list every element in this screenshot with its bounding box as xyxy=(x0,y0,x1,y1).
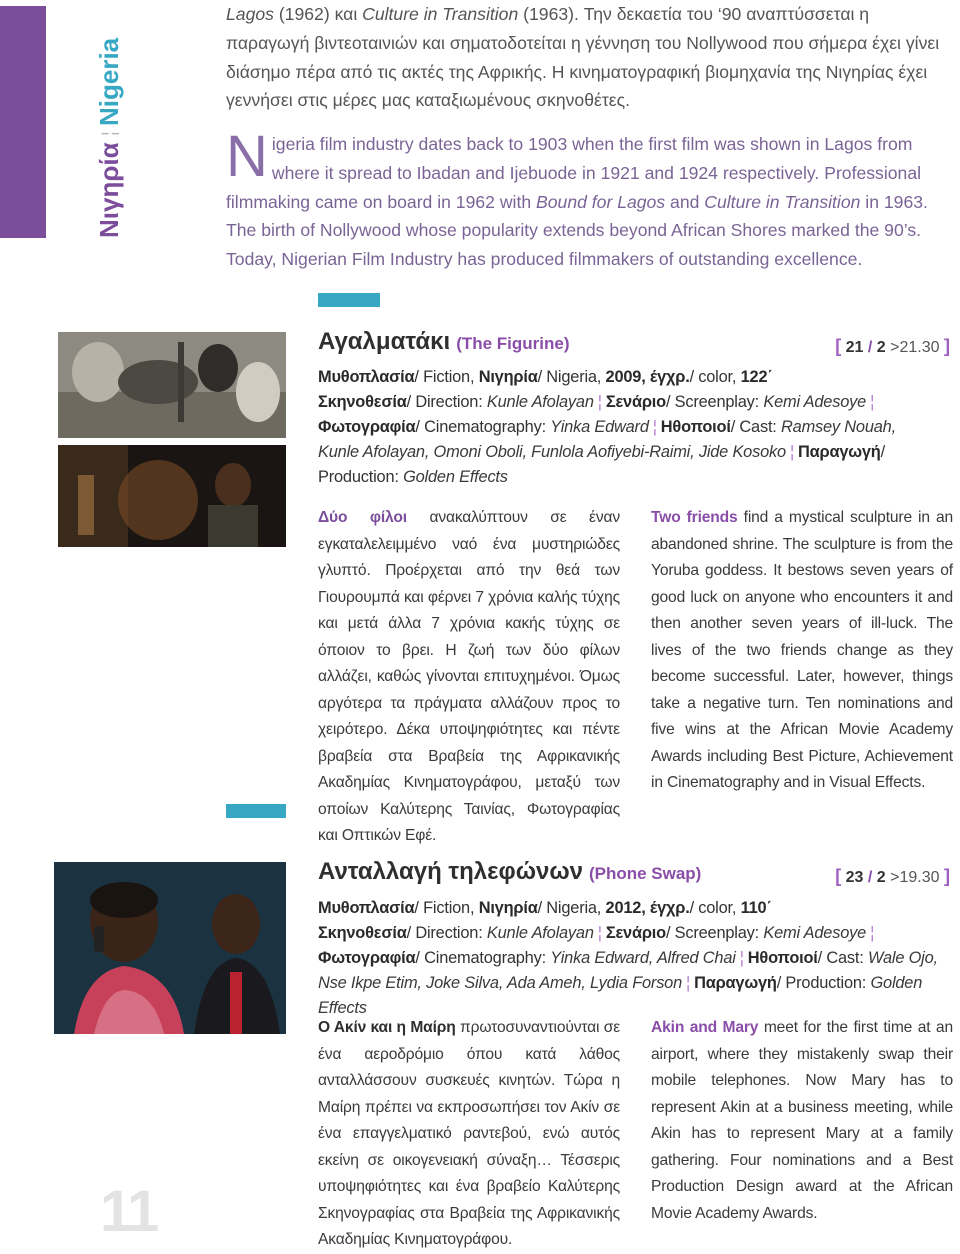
country-english: / Nigeria, xyxy=(537,899,606,917)
pipe-separator: ¦ xyxy=(686,974,691,992)
film-1-still-1 xyxy=(58,332,286,438)
intro-greek-paragraph xyxy=(226,0,954,115)
film-1-title xyxy=(318,328,570,356)
cinematography-label-greek: Φωτογραφία xyxy=(318,949,416,967)
color-greek: , έγχρ. xyxy=(641,899,690,917)
year: 2012 xyxy=(605,899,642,917)
cast-label-english: / Cast: xyxy=(817,949,868,967)
intro-greek-text-2: (1963). Την δεκαετία του ‘90 αναπτύσσεται η παραγωγή βιντεοταινιών και σηματοδοτείται η γέννηση του Nollywood που σήμερα έχει γίνει διάσημο πέρα από τις ακτές της Αφρικής. Η κινηματογραφική βιομηχανία της Νιγηρίας έχει γεννήσει στις μέρες μας καταξιωμένους σκηνοθέτες. xyxy=(226,4,940,111)
accent-bar-top xyxy=(318,293,380,307)
page-number: 11 xyxy=(100,1179,158,1244)
film-1-screening xyxy=(760,336,950,357)
screening-time: 21.30 xyxy=(899,339,940,356)
country-greek: Νιγηρία xyxy=(478,368,538,386)
pipe-separator: ¦ xyxy=(789,443,794,461)
intro-greek-film-1: Lagos xyxy=(226,4,274,24)
color-english: / color, xyxy=(689,368,741,386)
figurine-still-crowd-image xyxy=(58,332,286,438)
synopsis-greek-text: πρωτοσυναντιούνται σε ένα αεροδρόμιο όπου κατά λάθος ανταλλάσσουν συσκευές κινητών. Τώρα η Μαίρη πρέπει να εκπροσωπήσει τον Ακίν σε ένα επαγγελματικό ραντεβού, ενώ αυτός εκείνη σε οικογενειακή σύναξη… Τέσσερις υποψηφιότητες και ένα βραβείο Καλύτερης Σκηνογραφίας στα Βραβεία της Αφρικανικής Ακαδημίας Κινηματογράφου. xyxy=(318,1019,620,1248)
director-name: Kunle Afolayan xyxy=(486,924,594,942)
film-2-synopsis-greek xyxy=(318,1015,620,1254)
cast-label-greek: Ηθοποιοί xyxy=(660,418,731,436)
synopsis-english-text: meet for the first time at an airport, where they mistakenly swap their mobile telephones. Now Mary has to represent Akin at a business meeting, while Akin has to represent Mary at a family gathering. Four nominations and a Best Production Design award at the African Movie Academy Awards. xyxy=(651,1019,953,1222)
synopsis-english-lead: Akin and Mary xyxy=(651,1019,759,1036)
duration: 110΄ xyxy=(740,899,772,917)
screening-arrow: > xyxy=(890,869,900,886)
screenplay-label-english: / Screenplay: xyxy=(665,393,764,411)
film-2-still xyxy=(54,862,286,1034)
film-1-title-greek: Αγαλματάκι xyxy=(318,328,451,355)
film-2-credits xyxy=(318,896,952,1021)
screenplay-label-greek: Σενάριο xyxy=(605,924,666,942)
genre-english: / Fiction, xyxy=(414,368,479,386)
intro-english-film-1: Bound for Lagos xyxy=(536,191,666,212)
director-label-english: / Direction: xyxy=(406,924,487,942)
country-english: / Nigeria, xyxy=(537,368,606,386)
genre-greek: Μυθοπλασία xyxy=(318,899,415,917)
synopsis-english-text: find a mystical sculpture in an abandoned shrine. The sculpture is from the Yoruba goddess. It bestows seven years of good luck on anyone who encounters it and then another seven years of ill-luck. The lives of the two friends change as they become successful. Later, however, things take a negative turn. Ten nominations and five wins at the African Movie Academy Awards including Best Picture, Achievement in Cinematography and in Visual Effects. xyxy=(651,509,953,791)
cinematography-name: Yinka Edward xyxy=(550,418,649,436)
intro-greek-film-2: Culture in Transition xyxy=(362,4,519,24)
color-english: / color, xyxy=(689,899,741,917)
figurine-still-man-image xyxy=(58,445,286,547)
synopsis-english-lead: Two friends xyxy=(651,509,738,526)
pipe-separator: ¦ xyxy=(652,418,657,436)
cast-names: Ramsey Nouah, Kunle Afolayan, Omoni Oboli, Funlola Aofiyebi-Raimi, Jide Kosoko xyxy=(318,418,896,461)
intro-english-text-1: igeria film industry dates back to 1903 when the first film was shown in Lagos from where it spread to Ibadan and Ijebuode in 1921 and 1924 respectively. Professional filmmaking came on board in 1962 with xyxy=(226,134,922,212)
synopsis-greek-lead: Δύο φίλοι xyxy=(318,509,407,526)
synopsis-greek-text: ανακαλύπτουν σε έναν εγκαταλελειμμένο ναό ένα μυστηριώδες γλυπτό. Προέρχεται από την θεά των Γιουρουμπά και φέρνει 7 χρόνια καλής τύχης και μετά άλλα 7 χρόνια κακής τύχης σε όποιον το βρει. Η ζωή των δύο φίλων αλλάζει, καθώς γίνονται επιτυχημένοι. Όμως αργότερα τα πράγματα αλλάζουν προς το χειρότερο. Δέκα υποψηφιότητες και πέντε βραβεία στα Βραβεία της Αφρικανικής Ακαδημίας Κινηματογράφου, μεταξύ των οποίων Καλύτερης Ταινίας, Φωτογραφίας και Οπτικών Εφέ. xyxy=(318,509,620,844)
screening-arrow: > xyxy=(890,339,900,356)
dropcap: N xyxy=(226,124,268,189)
production-label-english: / Production: xyxy=(318,443,885,486)
screenplay-name: Kemi Adesoye xyxy=(763,924,867,942)
screening-month: 2 xyxy=(876,869,886,886)
director-name: Kunle Afolayan xyxy=(486,393,594,411)
director-label-greek: Σκηνοθεσία xyxy=(318,924,407,942)
film-2-title-greek: Ανταλλαγή τηλεφώνων xyxy=(318,858,583,885)
intro-english-text-2: and xyxy=(665,191,705,212)
pipe-separator: ¦ xyxy=(597,393,602,411)
intro-english-film-2: Culture in Transition xyxy=(704,191,861,212)
cast-label-english: / Cast: xyxy=(730,418,782,436)
screening-day: 23 xyxy=(845,869,864,886)
section-label-greek: Νιγηρία xyxy=(94,142,124,238)
screenplay-label-english: / Screenplay: xyxy=(665,924,764,942)
cinematography-name: Yinka Edward, Alfred Chai xyxy=(550,949,736,967)
pipe-separator: ¦ xyxy=(870,393,875,411)
year: 2009 xyxy=(605,368,642,386)
bracket-open: [ xyxy=(835,866,842,886)
section-label-separator: ¦ xyxy=(99,131,119,137)
bracket-close: ] xyxy=(944,866,950,886)
bracket-open: [ xyxy=(835,336,842,356)
pipe-separator: ¦ xyxy=(870,924,875,942)
intro-english-text-3: in 1963. The birth of Nollywood whose popularity extends beyond African Shores marked the 90’s. Today, Nigerian Film Industry has produced filmmakers of outstanding excellence. xyxy=(226,191,928,270)
cast-names: Wale Ojo, Nse Ikpe Etim, Joke Silva, Ada Ameh, Lydia Forson xyxy=(318,949,938,992)
intro-greek-text-1: (1962) και xyxy=(273,4,363,24)
color-greek: , έγχρ. xyxy=(641,368,690,386)
synopsis-greek-lead: Ο Ακίν και η Μαίρη xyxy=(318,1019,456,1036)
duration: 122΄ xyxy=(740,368,773,386)
phone-swap-still-image xyxy=(54,862,286,1034)
film-1-still-2 xyxy=(58,445,286,547)
film-1-credits xyxy=(318,365,938,490)
director-label-greek: Σκηνοθεσία xyxy=(318,393,407,411)
screening-slash: / xyxy=(867,869,873,886)
production-label-english: / Production: xyxy=(776,974,871,992)
film-1-synopsis-greek xyxy=(318,505,620,850)
film-2-synopsis-english xyxy=(651,1015,953,1227)
accent-bar-middle xyxy=(226,804,286,818)
cinematography-label-greek: Φωτογραφία xyxy=(318,418,416,436)
production-name: Golden Effects xyxy=(318,974,923,1017)
genre-english: / Fiction, xyxy=(414,899,479,917)
film-2-title-english: (Phone Swap) xyxy=(588,864,702,883)
screening-month: 2 xyxy=(876,339,886,356)
cast-label-greek: Ηθοποιοί xyxy=(747,949,818,967)
cinematography-label-english: / Cinematography: xyxy=(415,949,551,967)
intro-english-paragraph xyxy=(226,124,954,274)
pipe-separator: ¦ xyxy=(597,924,602,942)
screening-day: 21 xyxy=(845,339,864,356)
bracket-close: ] xyxy=(944,336,950,356)
cinematography-label-english: / Cinematography: xyxy=(415,418,551,436)
screenplay-name: Kemi Adesoye xyxy=(763,393,867,411)
screening-time: 19.30 xyxy=(899,869,940,886)
section-label xyxy=(88,6,130,238)
film-2-screening xyxy=(760,866,950,887)
genre-greek: Μυθοπλασία xyxy=(318,368,415,386)
screenplay-label-greek: Σενάριο xyxy=(605,393,666,411)
director-label-english: / Direction: xyxy=(406,393,487,411)
side-color-tab xyxy=(0,6,46,238)
production-label-greek: Παραγωγή xyxy=(694,974,777,992)
film-1-synopsis-english xyxy=(651,505,953,797)
production-label-greek: Παραγωγή xyxy=(798,443,881,461)
screening-slash: / xyxy=(867,339,873,356)
film-2-title xyxy=(318,858,701,886)
production-name: Golden Effects xyxy=(403,468,508,486)
section-label-english: Nigeria xyxy=(94,37,124,126)
film-1-title-english: (The Figurine) xyxy=(456,334,570,353)
country-greek: Νιγηρία xyxy=(478,899,538,917)
pipe-separator: ¦ xyxy=(739,949,744,967)
